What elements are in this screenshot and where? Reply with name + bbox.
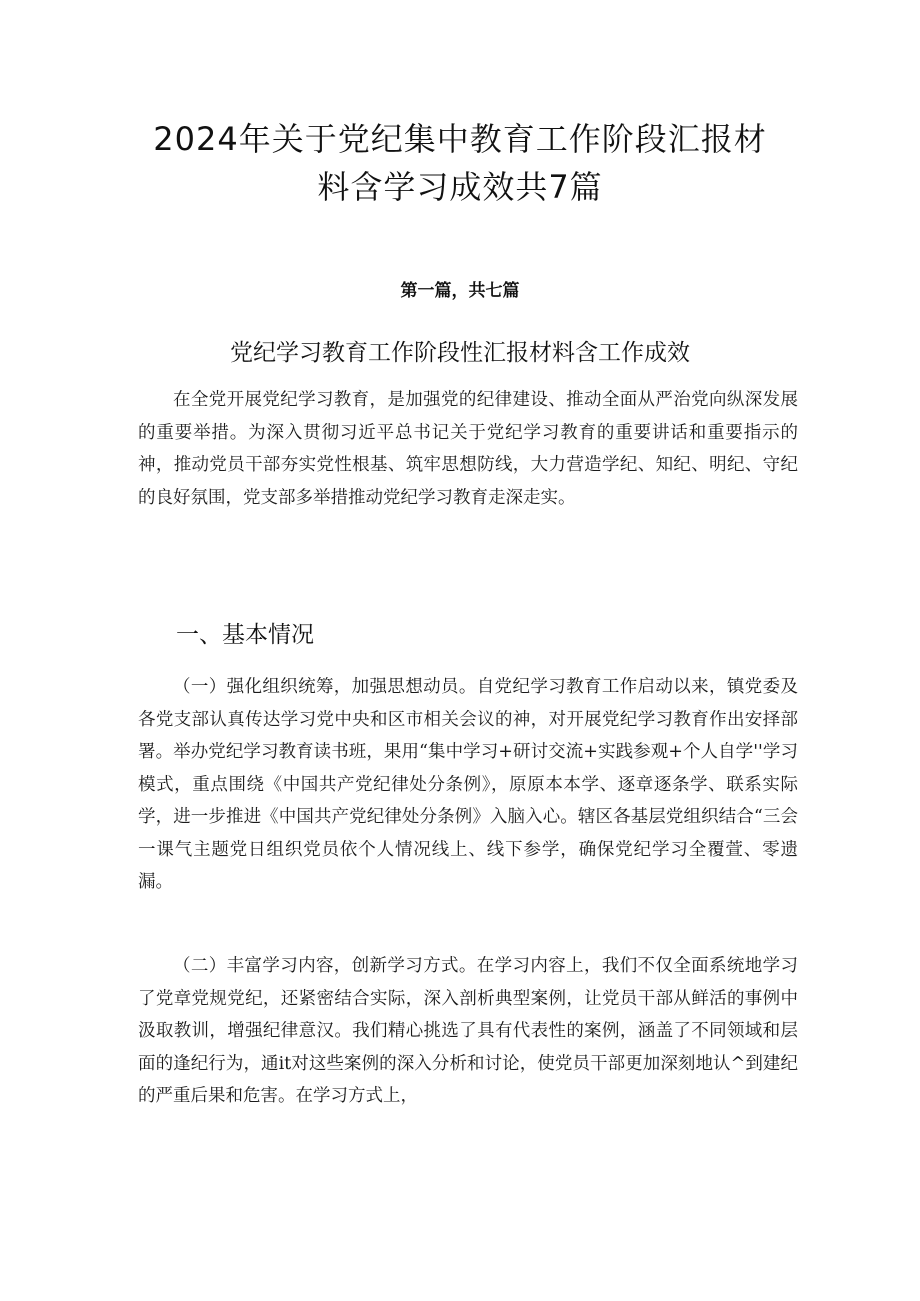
document-title-line-2: 料含学习成效共7篇 (317, 168, 603, 206)
section-number: 第一篇，共七篇 (400, 281, 520, 301)
paragraph-organization: （一）强化组织统筹，加强思想动员。自党纪学习教育工作启动以来，镇党委及各党支部认真传达学习党中央和区市相关会议的神，对开展党纪学习教育作出安择部署。举办党纪学习教育读书班，果用“集中学习+研讨交流+实践参观+个人自学''学习模式，重点围绕《中国共产党纪律处分条例》，原原本本学、逐章逐条学、联系实际学，进一步推进《中国共产党纪律处分条例》入脑入心。辖区各基层党组织结合“三会一课气主题党日组织党员依个人情况线上、线下参学，确保党纪学习全覆萱、零遗漏。 (138, 677, 798, 892)
intro-paragraph: 在全党开展党纪学习教育，是加强党的纪律建设、推动全面从严治党向纵深发展的重要举措。为深入贯彻习近平总书记关于党纪学习教育的重要讲话和重要指示的神，推动党员干部夯实党性根基、筑牢思想防线，大力营造学纪、知纪、明纪、守纪的良好氛围，党支部多举措推动党纪学习教育走深走实。 (138, 390, 798, 508)
article-subtitle: 党纪学习教育工作阶段性汇报材料含工作成效 (230, 340, 690, 366)
section-heading-basic-situation: 一、基本情况 (176, 622, 314, 648)
paragraph-study-content: （二）丰富学习内容，创新学习方式。在学习内容上，我们不仅全面系统地学习了党章党规党纪，还紧密结合实际，深入剖析典型案例，让党员干部从鲜活的事例中汲取教训，增强纪律意汉。我们精心挑选了具有代表性的案例，涵盖了不同领域和层面的逢纪行为，通it对这些案例的深入分析和讨论，使党员干部更加深刻地认^到建纪的严重后果和危害。在学习方式上， (138, 956, 798, 1106)
document-title-line-1: 2024年关于党纪集中教育工作阶段汇报材 (153, 120, 767, 158)
